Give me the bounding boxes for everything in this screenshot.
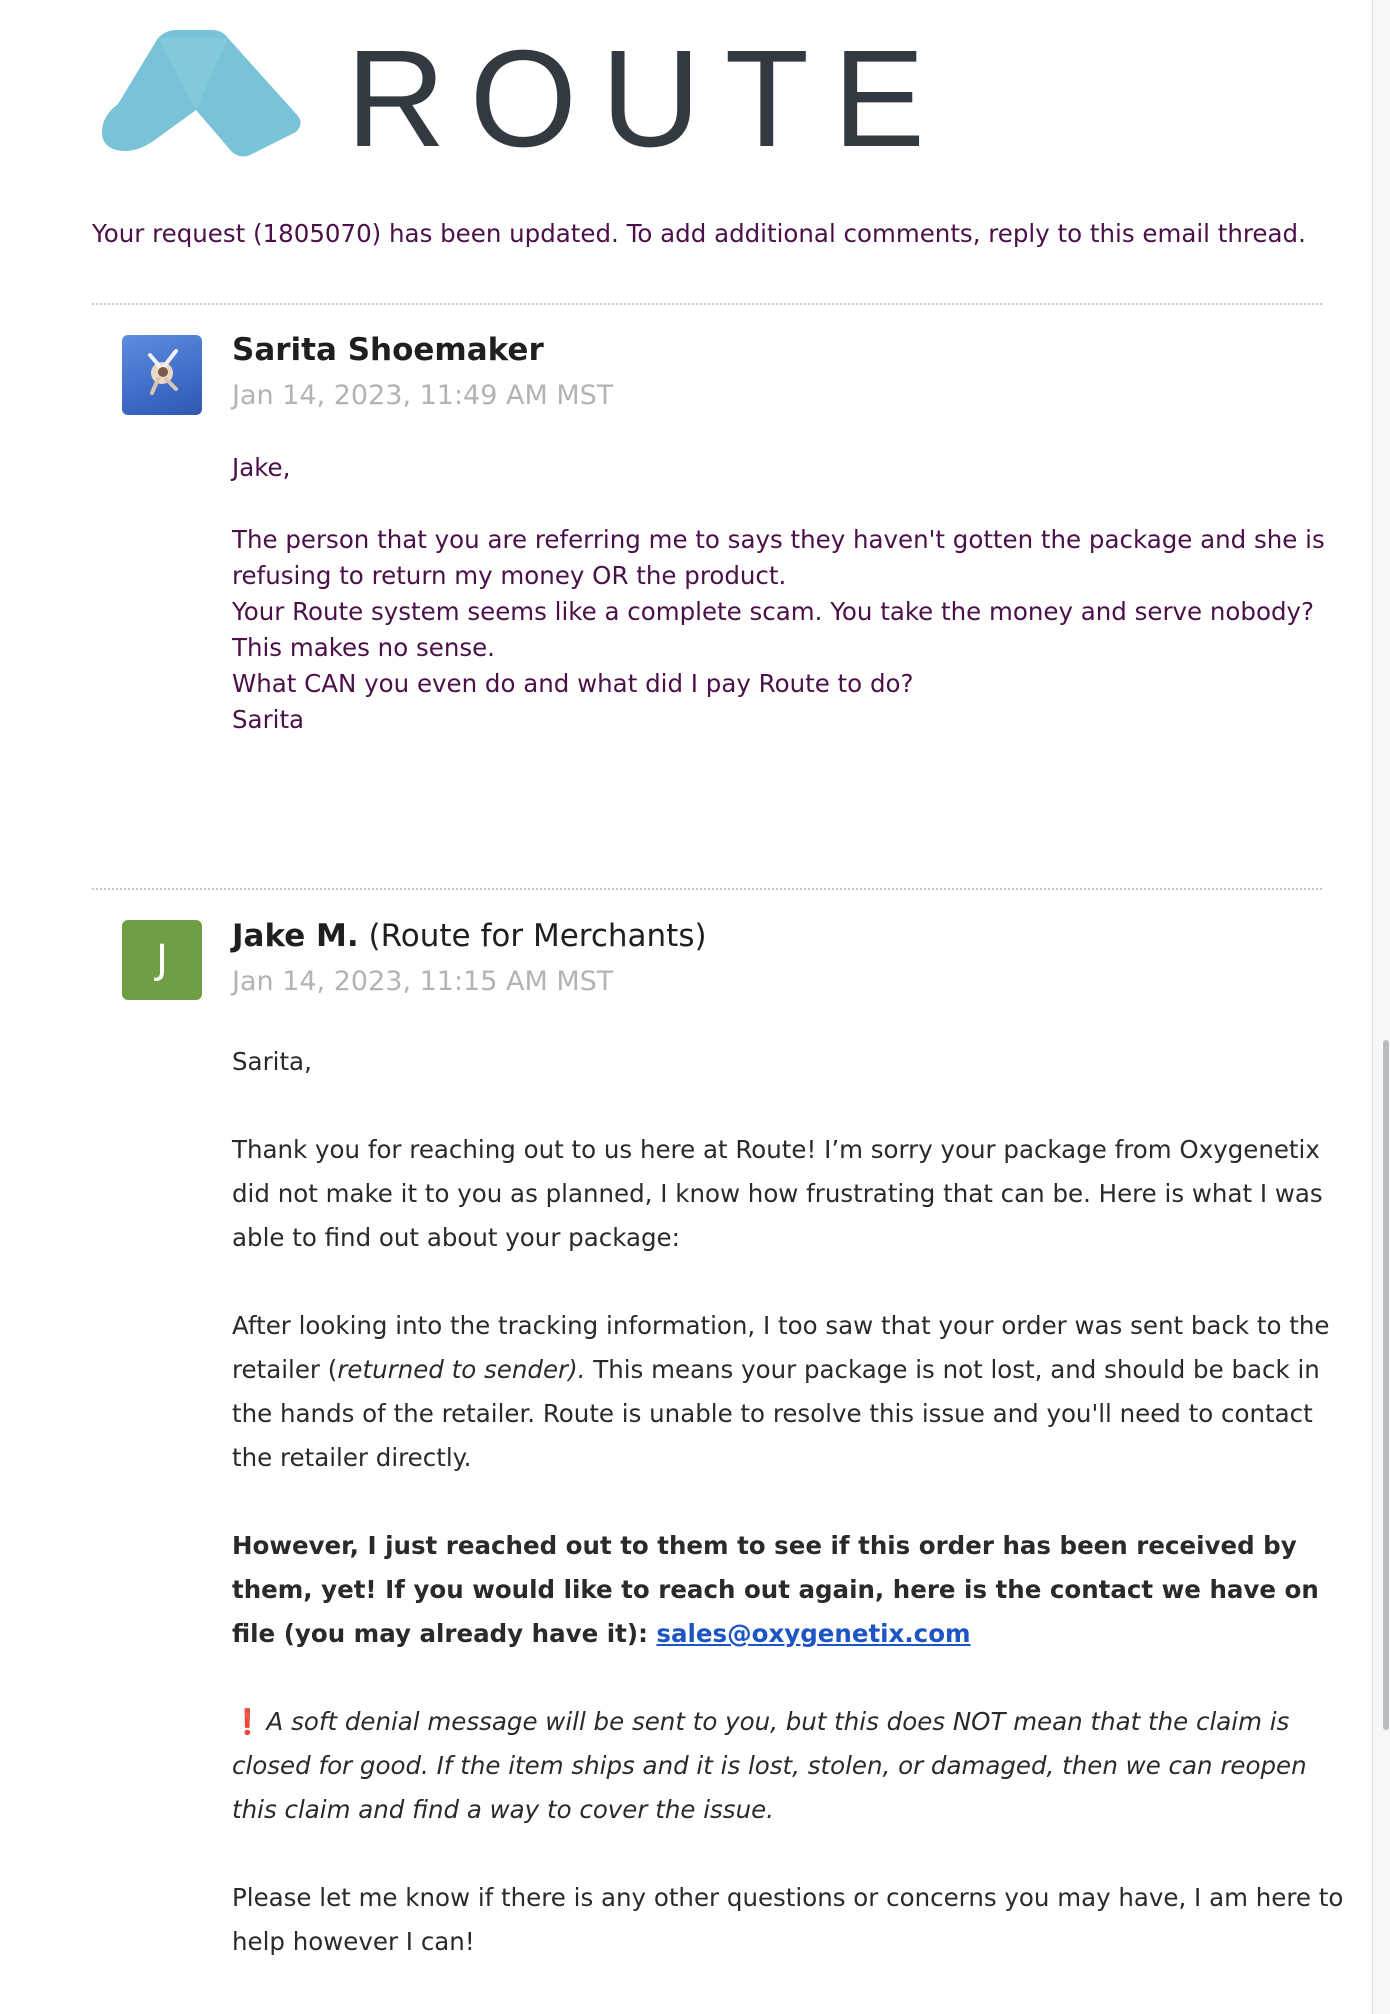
comment-author — [232, 916, 707, 956]
comment-divider — [92, 888, 1322, 890]
paragraph-closing: Please let me know if there is any other questions or concerns you may have, I am here to help however I can! — [232, 1883, 1344, 1956]
contact-email-link[interactable]: sales@oxygenetix.com — [656, 1619, 971, 1648]
paragraph-soft-denial — [232, 1700, 1344, 1832]
paragraph-contact — [232, 1524, 1344, 1656]
exclamation-icon: ❗ — [232, 1707, 263, 1736]
avatar-jake — [122, 920, 202, 1000]
message-line: What CAN you even do and what did I pay Route to do? — [232, 669, 914, 698]
signature: Sarita — [232, 705, 305, 734]
comment-author — [232, 330, 544, 370]
greeting: Sarita, — [232, 1047, 312, 1076]
request-update-notice: Your request (1805070) has been updated. To add additional comments, reply to this email thread. — [92, 219, 1306, 248]
paragraph-apology: Thank you for reaching out to us here at Route! I’m sorry your package from Oxygenetix did not make it to you as planned, I know how frustrating that can be. Here is what I was able to find out about your package: — [232, 1135, 1323, 1252]
text: A soft denial message will be sent to you, but this does NOT mean that the claim is closed for good. If the item ships and it is lost, stolen, or damaged, then we can reopen this claim and find a way to cover the issue. — [232, 1707, 1307, 1824]
route-logo — [100, 22, 949, 176]
text: However, I just reached out to them to see if this order has been received by them, yet! If you would like to reach out again, here is the contact we have on file (you may already have it): — [232, 1531, 1319, 1648]
comment-timestamp: Jan 14, 2023, 11:15 AM MST — [232, 966, 614, 997]
comment-body-sarita — [232, 450, 1332, 738]
paragraph-tracking — [232, 1304, 1344, 1480]
comment-timestamp: Jan 14, 2023, 11:49 AM MST — [232, 380, 614, 411]
message-line: This makes no sense. — [232, 633, 495, 662]
route-logo-mark — [100, 30, 310, 165]
message-line: The person that you are referring me to says they haven't gotten the package and she is — [232, 525, 1325, 554]
logo-wordmark: ROUTE — [346, 22, 949, 176]
author-name: Jake M. — [232, 918, 359, 954]
skydiver-photo — [122, 335, 202, 415]
scrollbar-thumb[interactable] — [1383, 1040, 1389, 1730]
avatar-sarita — [122, 335, 202, 415]
message-line: Your Route system seems like a complete scam. You take the money and serve nobody? — [232, 597, 1315, 626]
author-role: (Route for Merchants) — [368, 918, 707, 954]
greeting: Jake, — [232, 453, 291, 482]
comment-body-jake — [232, 1040, 1344, 2008]
comment-divider — [92, 303, 1322, 305]
avatar-initial: J — [156, 937, 168, 983]
text: After looking into the tracking information, I too saw that your order was sent back to the retailer ( — [232, 1311, 1330, 1384]
author-name: Sarita Shoemaker — [232, 332, 544, 368]
text: This means your package is not lost, and should be back in the hands of the retailer. Route is unable to resolve this issue and you'll need to contact the retailer directly. — [232, 1355, 1320, 1472]
returned-to-sender-text: returned to sender). — [337, 1355, 586, 1384]
message-line: refusing to return my money OR the product. — [232, 561, 787, 590]
